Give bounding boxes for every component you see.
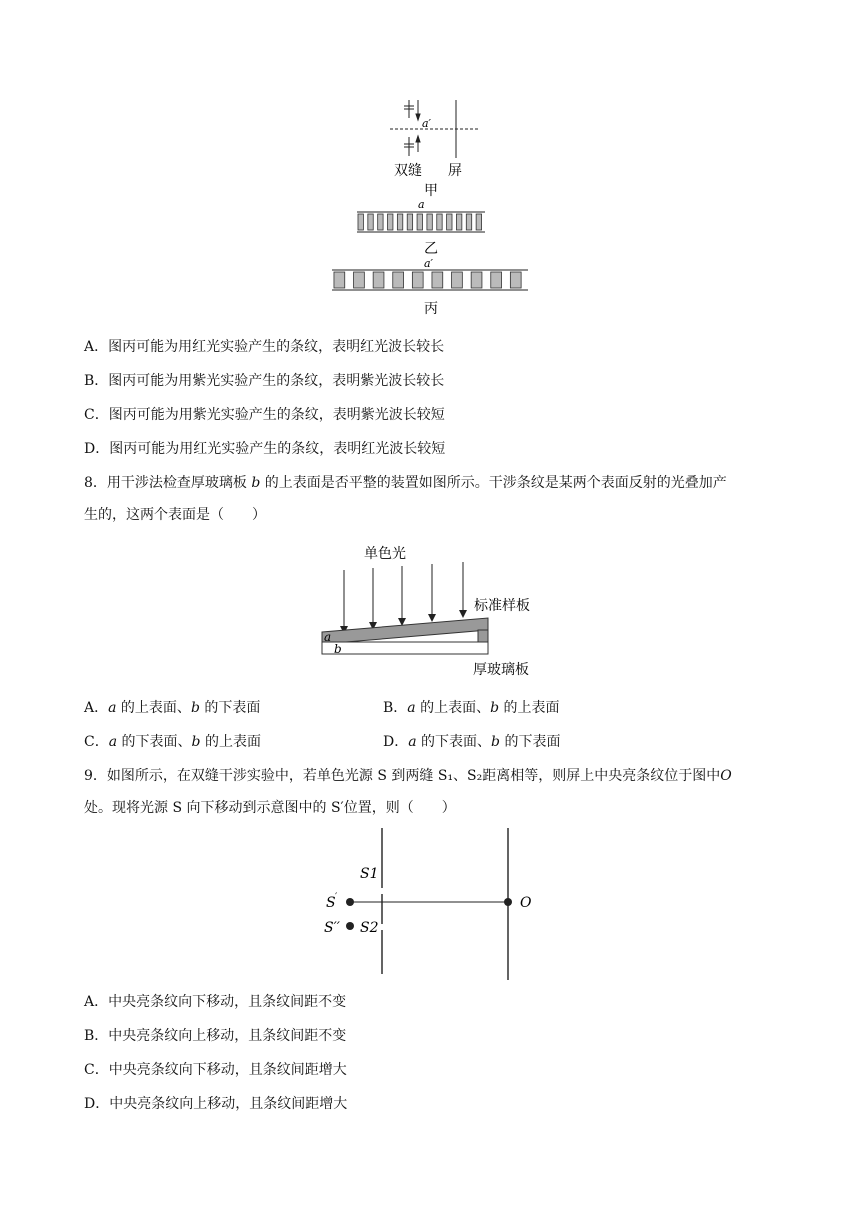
q8-option-b-letter: B． (383, 700, 408, 716)
q8-option-b-text1: 的上表面、 (415, 700, 491, 716)
dark-fringe (397, 214, 402, 230)
interference-flatness-diagram (318, 540, 548, 680)
q9-option-d: D．中央亮条纹向上移动，且条纹间距增大 (84, 1096, 348, 1112)
fringe-spacing-label-a: a (418, 198, 425, 211)
thick-glass-plate (322, 642, 488, 654)
q8-option-c-text1: 的下表面、 (117, 734, 192, 750)
q7-option-c: C．图丙可能为用紫光实验产生的条纹，表明紫光波长较短 (84, 407, 445, 423)
q8-option-d-letter: D． (383, 734, 409, 750)
source-s-prime-label: S′′ (324, 920, 340, 936)
q9-var-o: O (720, 768, 732, 784)
q8-stem-line2: 生的，这两个表面是（ ） (84, 507, 266, 523)
source-s-prime (346, 922, 354, 930)
dark-fringe (393, 272, 404, 288)
q9-stem-line1 (84, 766, 732, 786)
dark-fringe (427, 214, 432, 230)
dark-fringe (407, 214, 412, 230)
spacer-block (478, 630, 488, 642)
slit-s1-label: S1 (360, 866, 379, 882)
q8-option-a-var2: b (190, 700, 200, 716)
plate-a-label: a (324, 630, 332, 644)
dark-fringe (491, 272, 502, 288)
dark-fringe (354, 272, 365, 288)
source-s-label: S (326, 895, 336, 911)
q9-option-c: C．中央亮条纹向下移动，且条纹间距增大 (84, 1062, 347, 1078)
separation-label: a′ (422, 117, 432, 130)
q8-option-b-var1: a (407, 700, 416, 716)
double-slit-figure (320, 92, 540, 318)
dark-fringe (373, 272, 384, 288)
dark-fringe (456, 214, 461, 230)
fringe-pattern-yi (357, 212, 485, 232)
caption-yi: 乙 (424, 241, 438, 257)
q9-stem-text: 9．如图所示，在双缝干涉实验中，若单色光源 S 到两缝 S₁、S₂距离相等，则屏上中央亮条纹位于图中 (84, 768, 721, 784)
q8-option-c-text2: 的上表面 (200, 734, 261, 750)
q8-option-d-text1: 的下表面、 (416, 734, 492, 750)
q8-var-b: b (251, 475, 261, 491)
thick-glass-label: 厚玻璃板 (473, 662, 529, 678)
caption-jia: 甲 (424, 183, 438, 199)
dark-fringe (368, 214, 373, 230)
q7-option-a: A．图丙可能为用红光实验产生的条纹，表明红光波长较长 (84, 339, 445, 355)
q8-option-c (84, 732, 261, 752)
q9-option-b: B．中央亮条纹向上移动，且条纹间距不变 (84, 1028, 347, 1044)
point-o (504, 898, 512, 906)
q8-option-d-var2: b (491, 734, 501, 750)
dark-fringe (452, 272, 463, 288)
prime-mark-s: ′ (335, 892, 338, 903)
q9-stem-line2: 处。现将光源 S 向下移动到示意图中的 S′位置，则（ ） (84, 800, 456, 816)
dark-fringe (412, 272, 423, 288)
q8-option-c-var1: a (108, 734, 118, 750)
dark-fringe (510, 272, 521, 288)
caption-bing: 丙 (424, 301, 438, 317)
q8-stem-text-2: 的上表面是否平整的装置如图所示。干涉条纹是某两个表面反射的光叠加产 (260, 475, 727, 491)
q8-option-a-text2: 的下表面 (199, 700, 261, 716)
q8-option-c-var2: b (191, 734, 201, 750)
source-shift-diagram (320, 824, 550, 984)
source-s (346, 898, 354, 906)
q8-option-b (383, 698, 560, 718)
q8-option-b-var2: b (490, 700, 500, 716)
dark-fringe (378, 214, 383, 230)
q8-option-a-text1: 的上表面、 (116, 700, 191, 716)
standard-plate (322, 618, 488, 644)
q8-option-d (383, 732, 560, 752)
q8-option-a-letter: A． (84, 700, 109, 716)
fringe-spacing-label-a-prime: a′ (424, 257, 434, 270)
dark-fringe (447, 214, 452, 230)
dark-fringe (388, 214, 393, 230)
dark-fringe (437, 214, 442, 230)
q7-option-b: B．图丙可能为用紫光实验产生的条纹，表明紫光波长较长 (84, 373, 445, 389)
dark-fringe (466, 214, 471, 230)
plate-b-label: b (334, 642, 342, 656)
screen-label: 屏 (448, 163, 462, 179)
q8-stem-line1 (84, 473, 727, 493)
dark-fringe (417, 214, 422, 230)
dark-fringe (471, 272, 482, 288)
q8-option-d-text2: 的下表面 (500, 734, 561, 750)
slit-s2-label: S2 (360, 920, 379, 936)
dark-fringe (334, 272, 345, 288)
dark-fringe (476, 214, 481, 230)
q8-option-a (84, 698, 260, 718)
q8-option-b-text2: 的上表面 (499, 700, 560, 716)
slit-label: 双缝 (394, 163, 422, 179)
q9-option-a: A．中央亮条纹向下移动，且条纹间距不变 (84, 994, 347, 1010)
dark-fringe (358, 214, 363, 230)
q8-option-d-var1: a (408, 734, 417, 750)
q7-option-d: D．图丙可能为用红光实验产生的条纹，表明红光波长较短 (84, 441, 446, 457)
dark-fringe (432, 272, 443, 288)
q8-option-c-letter: C． (84, 734, 109, 750)
q8-stem-text: 8．用干涉法检查厚玻璃板 (84, 475, 252, 491)
fringe-pattern-bing (332, 270, 528, 290)
q8-option-a-var1: a (108, 700, 117, 716)
monochromatic-light-label: 单色光 (364, 546, 406, 562)
standard-plate-label: 标准样板 (474, 598, 530, 614)
slit-setup-diagram (390, 100, 480, 158)
point-o-label: O (520, 895, 532, 911)
